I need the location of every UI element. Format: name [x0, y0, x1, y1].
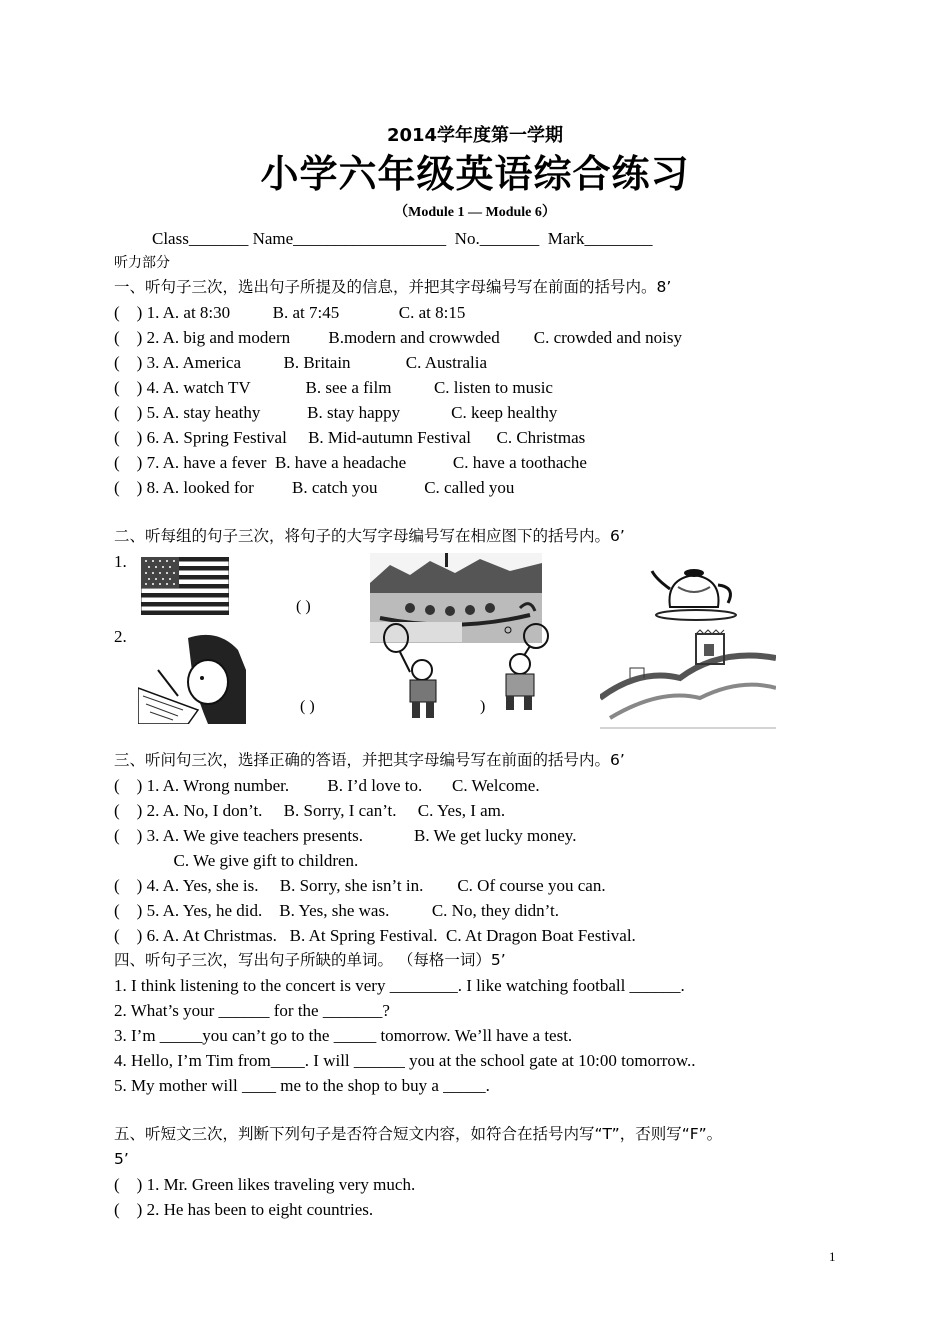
part3-item-2: ( ) 2. A. No, I don’t. B. Sorry, I can’t. C. Yes, I am. — [114, 801, 506, 820]
part4-item-1: 1. I think listening to the concert is very ________. I like watching football ______. — [114, 976, 685, 995]
part3-item-6: ( ) 6. A. At Christmas. B. At Spring Festival. C. At Dragon Boat Festival. — [114, 926, 636, 945]
part1-item-8: ( ) 8. A. looked for B. catch you C. called you — [114, 478, 515, 497]
part5-item-1: ( ) 1. Mr. Green likes traveling very much. — [114, 1175, 416, 1194]
listening-label: 听力部分 — [114, 255, 170, 271]
part1-heading: 一、听句子三次，选出句子所提及的信息，并把其字母编号写在前面的括号内。8’ — [114, 278, 672, 296]
part4-item-2: 2. What’s your ______ for the _______? — [114, 1001, 390, 1020]
part1-item-3: ( ) 3. A. America B. Britain C. Australia — [114, 353, 488, 372]
part3-item-1: ( ) 1. A. Wrong number. B. I’d love to. C. Welcome. — [114, 776, 540, 795]
part3-item-5: ( ) 5. A. Yes, he did. B. Yes, she was. C. No, they didn’t. — [114, 901, 560, 920]
answer-paren-right: ) — [480, 698, 486, 715]
part3-item-4: ( ) 4. A. Yes, she is. B. Sorry, she isn’t in. C. Of course you can. — [114, 876, 606, 895]
part5-heading: 五、听短文三次，判断下列句子是否符合短文内容，如符合在括号内写“T”，否则写“F”。 — [114, 1125, 723, 1143]
part4-item-5: 5. My mother will ____ me to the shop to buy a _____. — [114, 1076, 490, 1095]
part2-row1-number: 1. — [114, 552, 127, 571]
part4-item-4: 4. Hello, I’m Tim from____. I will ______ you at the school gate at 10:00 tomorrow.. — [114, 1051, 696, 1070]
part3-heading: 三、听问句三次，选择正确的答语，并把其字母编号写在前面的括号内。6’ — [114, 751, 625, 769]
part1-item-1: ( ) 1. A. at 8:30 B. at 7:45 C. at 8:15 — [114, 303, 466, 322]
part2-row2-number: 2. — [114, 627, 127, 646]
part1-item-2: ( ) 2. A. big and modern B.modern and crowwded C. crowded and noisy — [114, 328, 682, 347]
module-range: （Module 1 — Module 6） — [394, 205, 556, 220]
answer-paren: ( ) — [296, 598, 311, 615]
part2-heading: 二、听每组的句子三次，将句子的大写字母编号写在相应图下的括号内。6’ — [114, 527, 625, 545]
year-term: 2014学年度第一学期 — [386, 125, 564, 146]
part4-heading: 四、听句子三次，写出句子所缺的单词。 （每格一词）5’ — [114, 951, 506, 969]
page-number: 1 — [829, 1249, 836, 1264]
part5-heading-score: 5’ — [114, 1150, 129, 1168]
part3-item-3: ( ) 3. A. We give teachers presents. B. We get lucky money. — [114, 826, 577, 845]
us-flag-image — [141, 557, 229, 615]
great-wall-image — [600, 628, 776, 732]
part3-item-3-cont: C. We give gift to children. — [114, 851, 359, 870]
badminton-kids-image — [370, 622, 570, 726]
part5-item-2: ( ) 2. He has been to eight countries. — [114, 1200, 374, 1219]
page-title: 小学六年级英语综合练习 — [260, 152, 690, 196]
part1-item-7: ( ) 7. A. have a fever B. have a headache C. have a toothache — [114, 453, 587, 472]
part4-item-3: 3. I’m _____you can’t go to the _____ tomorrow. We’ll have a test. — [114, 1026, 573, 1045]
part1-item-4: ( ) 4. A. watch TV B. see a film C. listen to music — [114, 378, 553, 397]
answer-paren: ( ) — [300, 698, 315, 715]
part1-item-5: ( ) 5. A. stay heathy B. stay happy C. keep healthy — [114, 403, 558, 422]
teapot-image — [648, 557, 740, 621]
boy-writing-image — [138, 630, 246, 724]
part1-item-6: ( ) 6. A. Spring Festival B. Mid-autumn Festival C. Christmas — [114, 428, 586, 447]
student-info-line: Class_______ Name__________________ No._______ Mark________ — [152, 229, 653, 248]
